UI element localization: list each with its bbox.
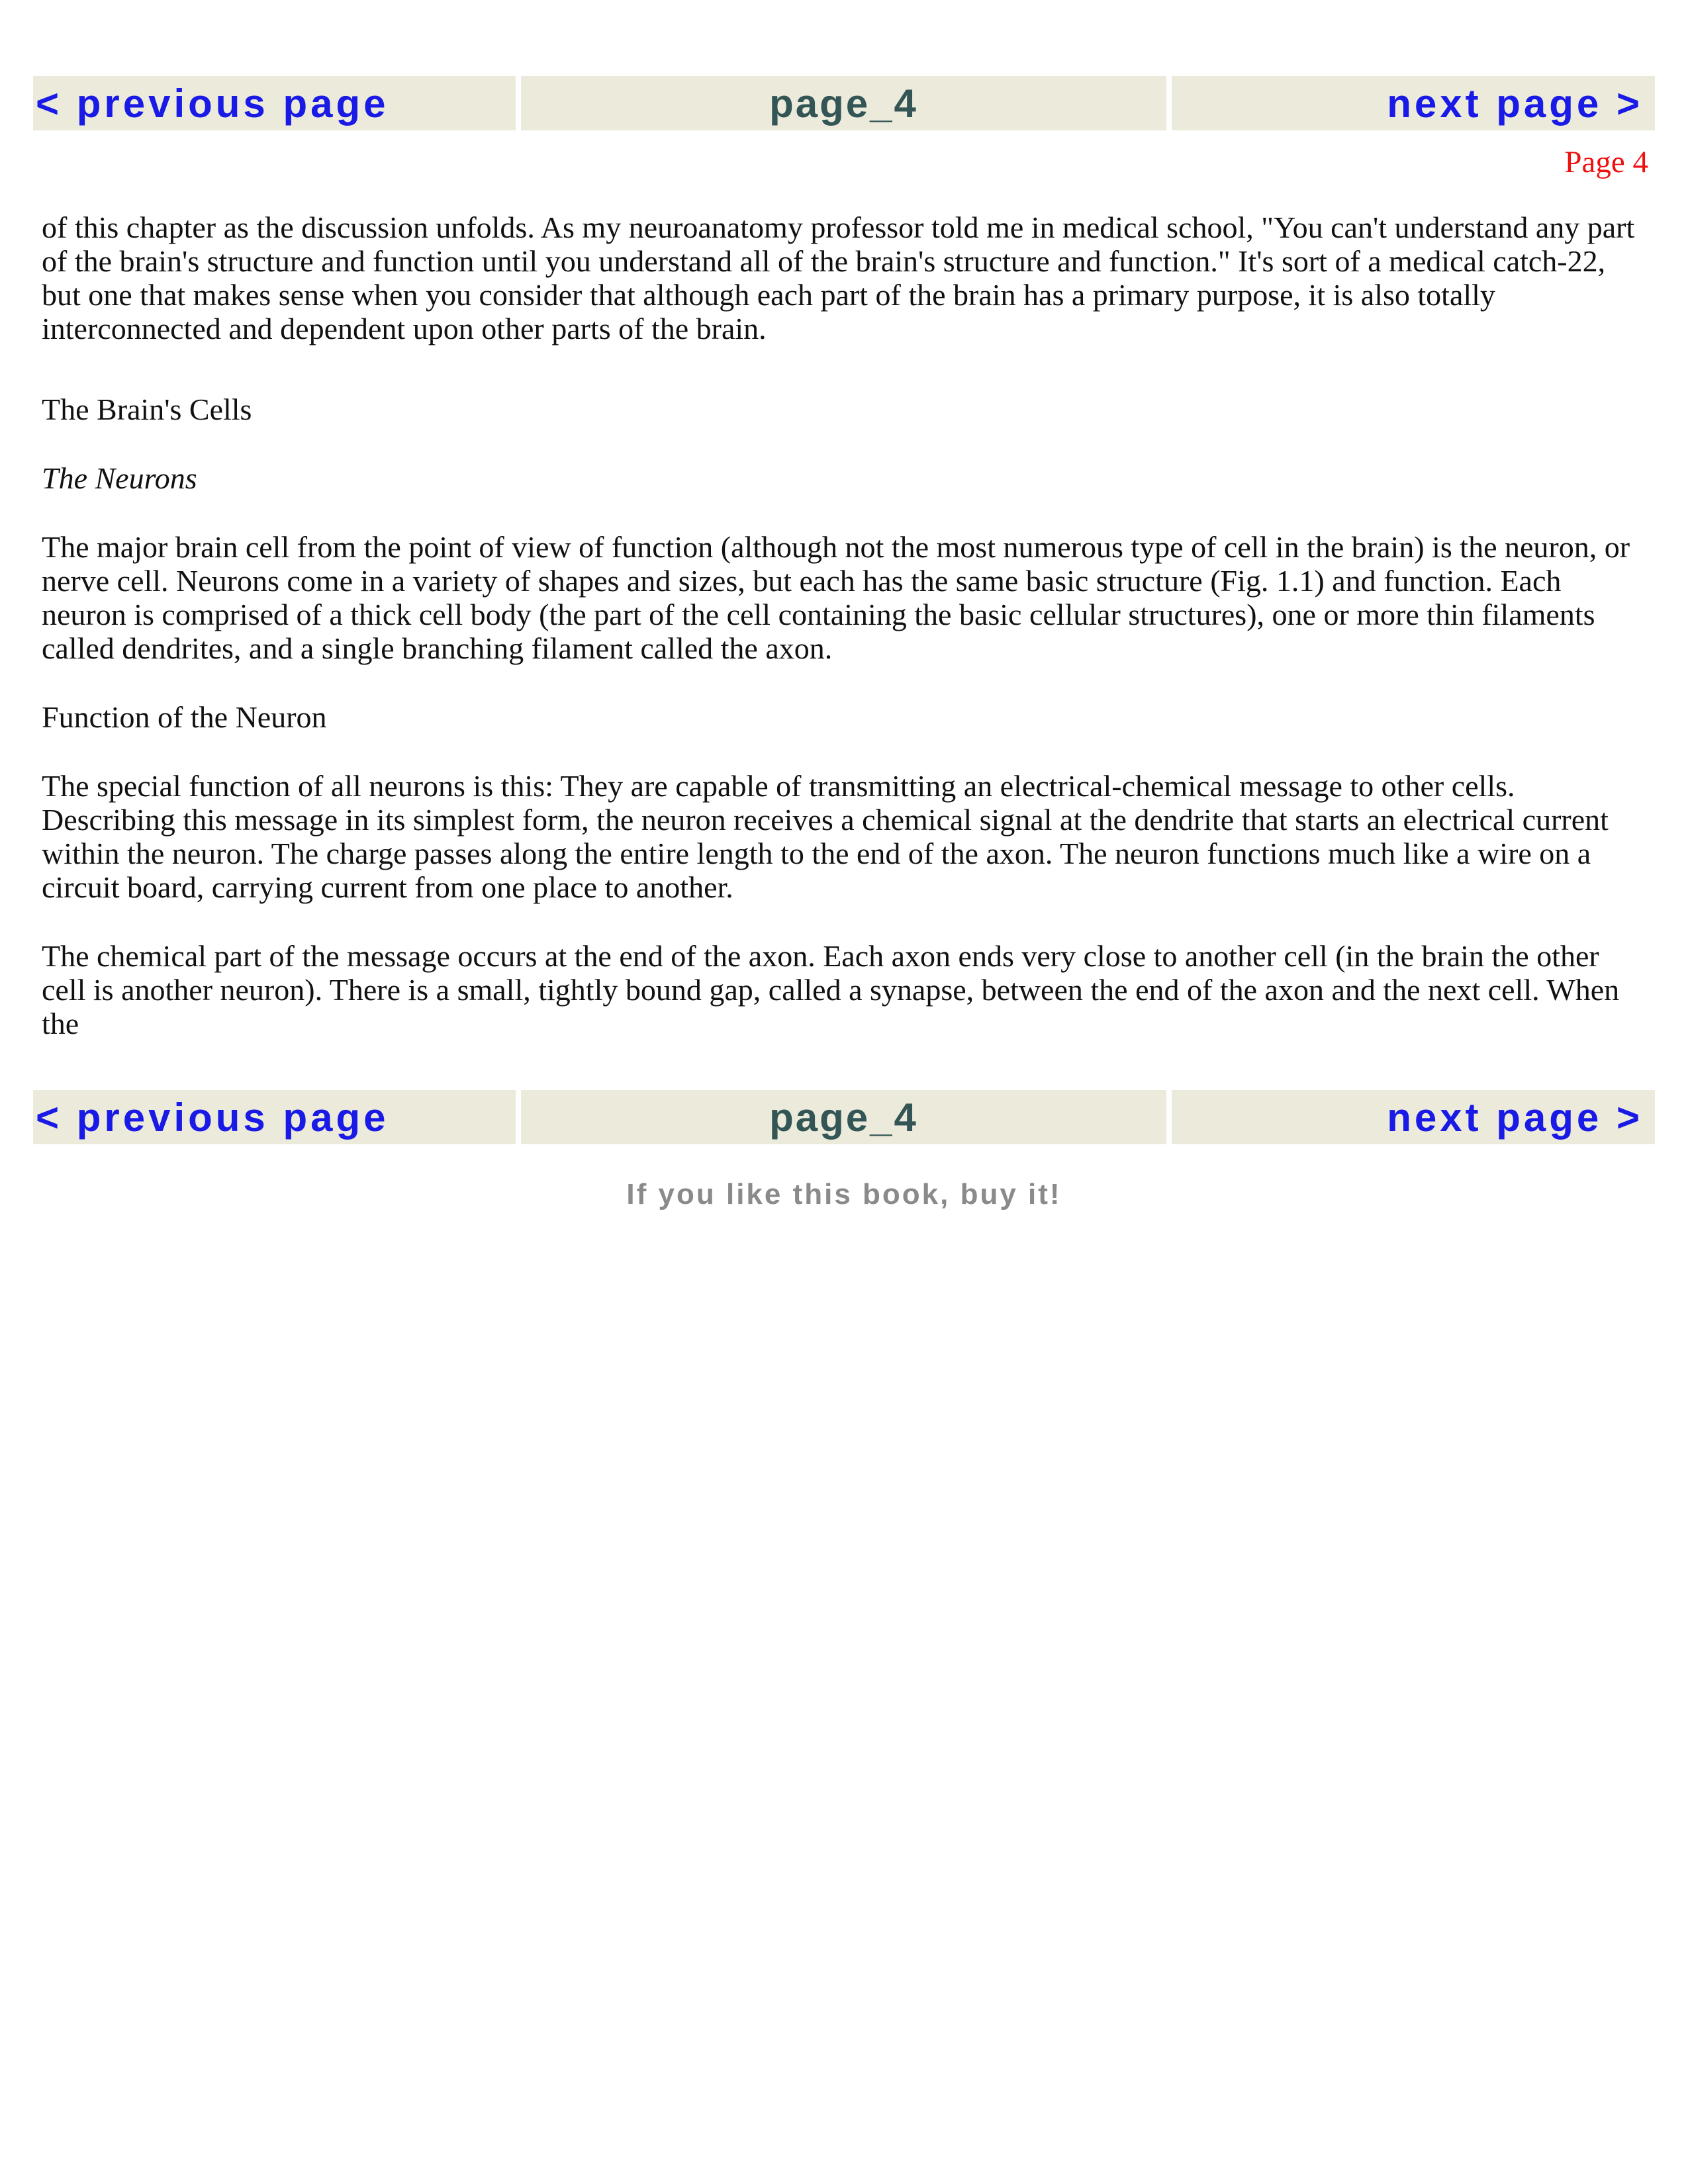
intro-paragraph: of this chapter as the discussion unfolds. As my neuroanatomy professor told me in medical school, "You can't understand any part of the brain's structure and function until you understand all of the brain's structure and function." It's sort of a medical catch-22, but one that makes sense when you consider that although each part of the brain has a primary purpose, it is also totally interconnected and dependent upon other parts of the brain. (42, 210, 1635, 345)
bottom-navigation-bar (33, 1090, 1655, 1144)
neuron-function-paragraph: The special function of all neurons is this: They are capable of transmitting an electrical-chemical message to other cells. Describing this message in its simplest form, the neuron receives a chemical signal at the dendrite that starts an electrical current within the neuron. The charge passes along the entire length to the end of the axon. The neuron functions much like a wire on a circuit board, carrying current from one place to another. (42, 769, 1609, 904)
page-title: page_4 (521, 1090, 1166, 1144)
subsection-heading-neurons: The Neurons (42, 461, 197, 495)
previous-page-link[interactable]: < previous page (33, 1090, 516, 1144)
page-title: page_4 (521, 76, 1166, 130)
section-heading-neuron-function: Function of the Neuron (42, 700, 327, 734)
page-number-label: Page 4 (1564, 145, 1648, 179)
top-navigation-bar (33, 76, 1655, 130)
chemical-message-paragraph: The chemical part of the message occurs at the end of the axon. Each axon ends very close to another cell (in the brain the other cell is another neuron). There is a small, tightly bound gap, called a synapse, between the end of the axon and the next cell. When the (42, 939, 1620, 1040)
page-content (42, 210, 1650, 1075)
buy-book-notice: If you like this book, buy it! (626, 1178, 1062, 1210)
next-page-link[interactable]: next page > (1172, 1090, 1655, 1144)
next-page-link[interactable]: next page > (1172, 76, 1655, 130)
previous-page-link[interactable]: < previous page (33, 76, 516, 130)
section-heading-brain-cells: The Brain's Cells (42, 392, 252, 426)
neuron-structure-paragraph: The major brain cell from the point of view of function (although not the most numerous type of cell in the brain) is the neuron, or nerve cell. Neurons come in a variety of shapes and sizes, but each has the same basic structure (Fig. 1.1) and function. Each neuron is comprised of a thick cell body (the part of the cell containing the basic cellular structures), one or more thin filaments called dendrites, and a single branching filament called the axon. (42, 530, 1630, 665)
